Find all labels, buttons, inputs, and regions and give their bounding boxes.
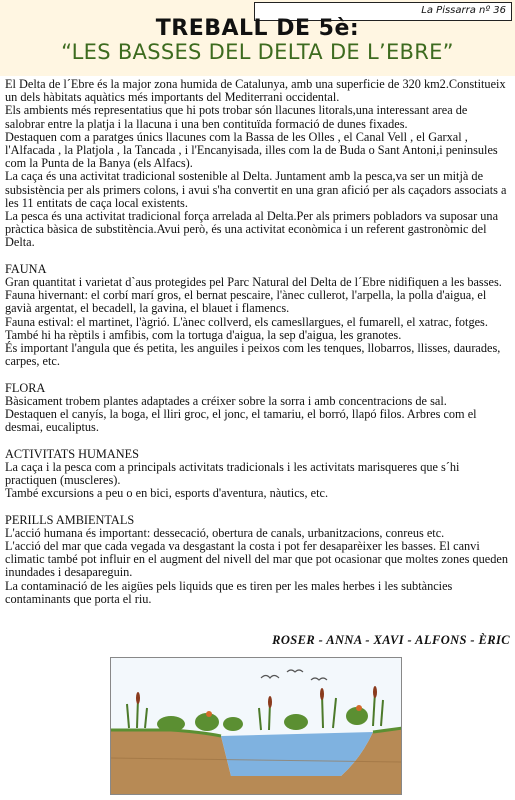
fauna-paragraph: Fauna estival: el martinet, l'àgrió. L'ànec collverd, els camesllargues, el fumarell, el xatrac, fotges. bbox=[5, 314, 488, 329]
fauna-paragraph: Gran quantitat i varietat d`aus protegides pel Parc Natural del Delta de l´Ebre nidifiquen a les basses. bbox=[5, 275, 502, 290]
authors-line: ROSER - ANNA - XAVI - ALFONS - ÈRIC bbox=[272, 633, 510, 647]
fauna-heading: FAUNA bbox=[5, 261, 47, 276]
intro-paragraph: El Delta de l´Ebre és la major zona humida de Catalunya, amb una superficie de 320 km2.Constitueix un dels hàbitats aquàtics més importants del Mediterrani occidental. bbox=[5, 77, 506, 105]
dangers-paragraph: L'acció del mar que cada vegada va desgastant la costa i pot fer desaparèixer les basses. El canvi climatic també pot influir en el augment del nivell del mar que pot ocasionar que moltes zones queden inundades i desapareguin. bbox=[5, 539, 508, 580]
dangers-paragraph: L'acció humana és important: dessecació, obertura de canals, urbanitzacions, conreus etc. bbox=[5, 525, 445, 540]
intro-paragraph: La caça és una activitat tradicional sostenible al Delta. Juntament amb la pesca,va ser un mitjà de subsistència per als primers colons, i avui s'ha convertit en una gran afició per als caçadors associats a les 11 entitats de caça local existents. bbox=[5, 169, 507, 210]
page-subtitle: “LES BASSES DEL DELTA DE L’EBRE” bbox=[61, 40, 454, 64]
intro-paragraph: Destaquen com a paratges únics llacunes com la Bassa de les Olles , el Canal Vell , el Garxal , l'Alfacada , la Platjola , la Tancada , i l'Encanyisada, illes com la de Buda o Sant Antoni,i peninsules com la Punta de la Banya (els Alfacs). bbox=[5, 129, 498, 171]
issue-label: La Pissarra nº 36 bbox=[254, 2, 512, 21]
fauna-paragraph: Fauna hivernant: el corbí marí gros, el bernat pescaire, l'ànec cullerot, l'arpella, la polla d'aigua, el gavià argentat, el becadell, la gavina, el blauet i flamencs. bbox=[5, 288, 487, 316]
dangers-paragraph: La contaminació de les aigües pels liquids que es tiren per les males herbes i les subtàncies contaminants que porta el riu. bbox=[5, 578, 453, 606]
fauna-paragraph: És important l'angula que és petita, les anguiles i peixos com les tenques, llobarros, llisses, daurades, carpes, etc. bbox=[5, 341, 501, 369]
activities-paragraph: També excursions a peu o en bici, esports d'aventura, nàutics, etc. bbox=[5, 486, 329, 501]
flora-paragraph: Bàsicament trobem plantes adaptades a créixer sobre la sorra i amb concentracions de sal. bbox=[5, 393, 447, 408]
activities-heading: ACTIVITATS HUMANES bbox=[5, 446, 139, 461]
activities-paragraph: La caça i la pesca com a principals activitats tradicionals i les activitats marisqueres que s´hi practiquen (muscleres). bbox=[5, 459, 460, 488]
wetland-drawing bbox=[110, 657, 402, 795]
intro-paragraph: Els ambients més representatius que hi pots trobar són llacunes litorals,una interessant area de salobrar entre la platja i la llacuna i una ben contituïda formació de dunes fixades. bbox=[5, 103, 468, 131]
intro-paragraph: La pesca és una activitat tradicional força arrelada al Delta.Per als primers pobladors va suposar una pràctica bàsica de substitència.Avui però, és una activitat econòmica i un referent gastronòmic del Delta. bbox=[5, 209, 499, 250]
wetland-drawing-svg bbox=[111, 658, 402, 795]
fauna-paragraph: També hi ha rèptils i amfibis, com la tortuga d'aigua, la sep d'aigua, les granotes. bbox=[5, 327, 402, 342]
page-title: TREBALL DE 5è: bbox=[155, 16, 360, 41]
flora-heading: FLORA bbox=[5, 380, 46, 395]
article-body bbox=[5, 78, 510, 606]
dangers-heading: PERILLS AMBIENTALS bbox=[5, 512, 135, 527]
flora-paragraph: Destaquen el canyís, la boga, el lliri groc, el jonc, el tamariu, el borró, llapó filos. Arbres com el desmai, eucaliptus. bbox=[5, 407, 477, 435]
